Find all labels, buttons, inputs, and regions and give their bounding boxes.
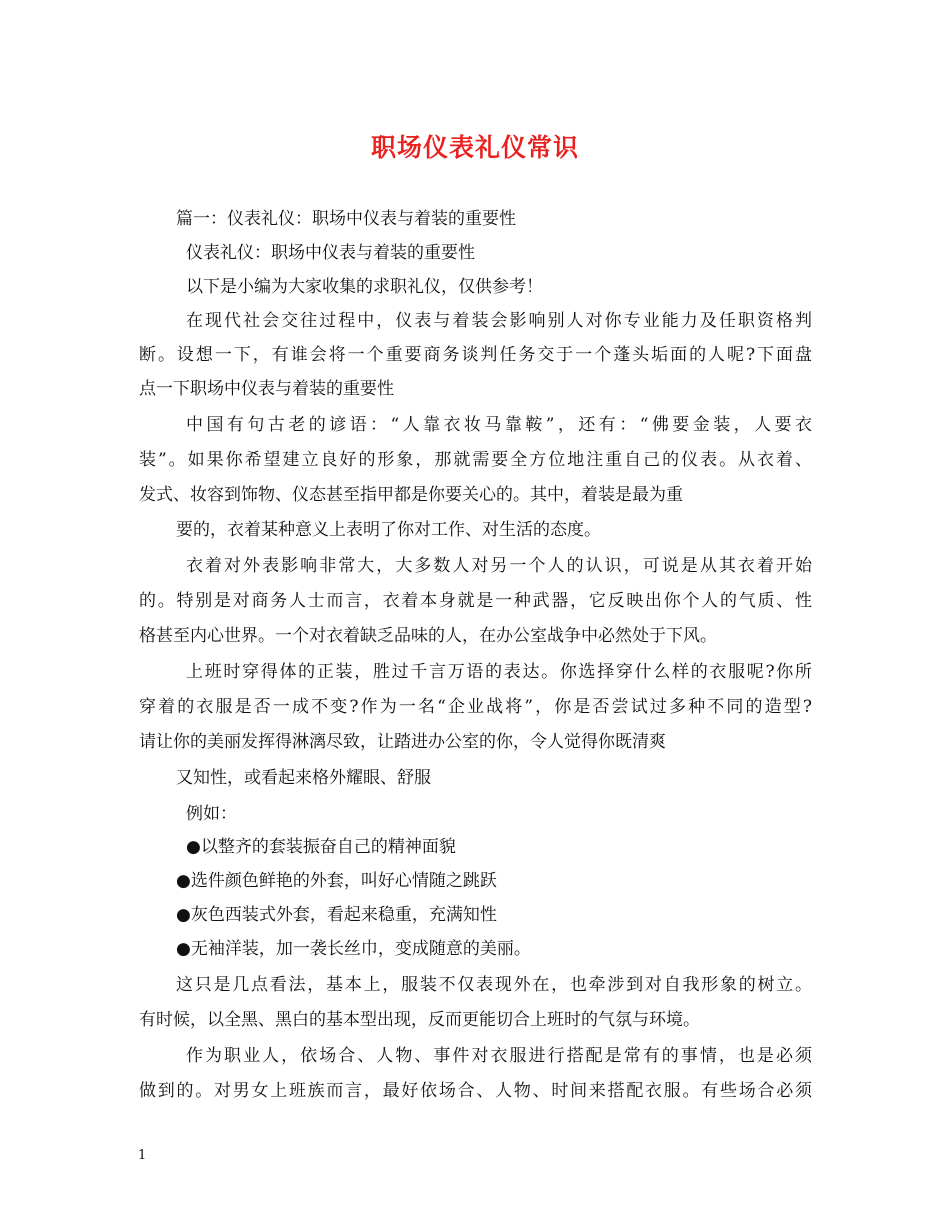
paragraph-line: 例如： <box>186 804 237 824</box>
paragraph-line: 点一下职场中仪表与着装的重要性 <box>139 379 394 399</box>
paragraph-line: 上班时穿得体的正装，胜过千言万语的表达。你选择穿什么样的衣服呢?你所 <box>186 662 812 682</box>
paragraph-line: 穿着的衣服是否一成不变?作为一名“企业战将”，你是否尝试过多种不同的造型? <box>139 697 812 717</box>
paragraph-line: 的。特别是对商务人士而言，衣着本身就是一种武器，它反映出你个人的气质、性 <box>139 591 812 611</box>
paragraph-line: 以下是小编为大家收集的求职礼仪，仅供参考！ <box>186 277 543 297</box>
subheading: 仪表礼仪：职场中仪表与着装的重要性 <box>186 243 475 263</box>
paragraph-line: 在现代社会交往过程中，仪表与着装会影响别人对你专业能力及任职资格判 <box>186 311 812 331</box>
paragraph-line: 装”。如果你希望建立良好的形象，那就需要全方位地注重自己的仪表。从衣着、 <box>139 450 812 470</box>
paragraph-line: 作为职业人，依场合、人物、事件对衣服进行搭配是常有的事情，也是必须 <box>186 1046 812 1066</box>
list-item: ●选件颜色鲜艳的外套，叫好心情随之跳跃 <box>176 871 497 891</box>
paragraph-line: 中国有句古老的谚语：“人靠衣妆马靠鞍”，还有：“佛要金装，人要衣 <box>186 415 812 435</box>
paragraph-line: 这只是几点看法，基本上，服装不仅表现外在，也牵涉到对自我形象的树立。 <box>176 975 812 995</box>
list-item: ●以整齐的套装振奋自己的精神面貌 <box>186 837 456 857</box>
paragraph-line: 又知性，或看起来格外耀眼、舒服 <box>176 768 431 788</box>
section-heading: 篇一：仪表礼仪：职场中仪表与着装的重要性 <box>176 209 516 229</box>
paragraph-line: 请让你的美丽发挥得淋漓尽致，让踏进办公室的你，令人觉得你既清爽 <box>139 732 666 752</box>
paragraph-line: 格甚至内心世界。一个对衣着缺乏品味的人，在办公室战争中必然处于下风。 <box>139 626 717 646</box>
list-item: ●灰色西装式外套，看起来稳重，充满知性 <box>176 905 497 925</box>
paragraph-line: 有时候，以全黑、黑白的基本型出现，反而更能切合上班时的气氛与环境。 <box>139 1010 700 1030</box>
list-item: ●无袖洋装，加一袭长丝巾，变成随意的美丽。 <box>176 939 531 959</box>
paragraph-line: 衣着对外表影响非常大，大多数人对另一个人的认识，可说是从其衣着开始 <box>186 556 812 576</box>
paragraph-line: 断。设想一下，有谁会将一个重要商务谈判任务交于一个蓬头垢面的人呢?下面盘 <box>139 345 812 365</box>
paragraph-line: 发式、妆容到饰物、仪态甚至指甲都是你要关心的。其中，着装是最为重 <box>139 485 683 505</box>
page-title: 职场仪表礼仪常识 <box>370 133 579 162</box>
paragraph-line: 做到的。对男女上班族而言，最好依场合、人物、时间来搭配衣服。有些场合必须 <box>139 1081 812 1101</box>
page-number: 1 <box>138 1148 147 1163</box>
paragraph-line: 要的，衣着某种意义上表明了你对工作、对生活的态度。 <box>176 520 601 540</box>
